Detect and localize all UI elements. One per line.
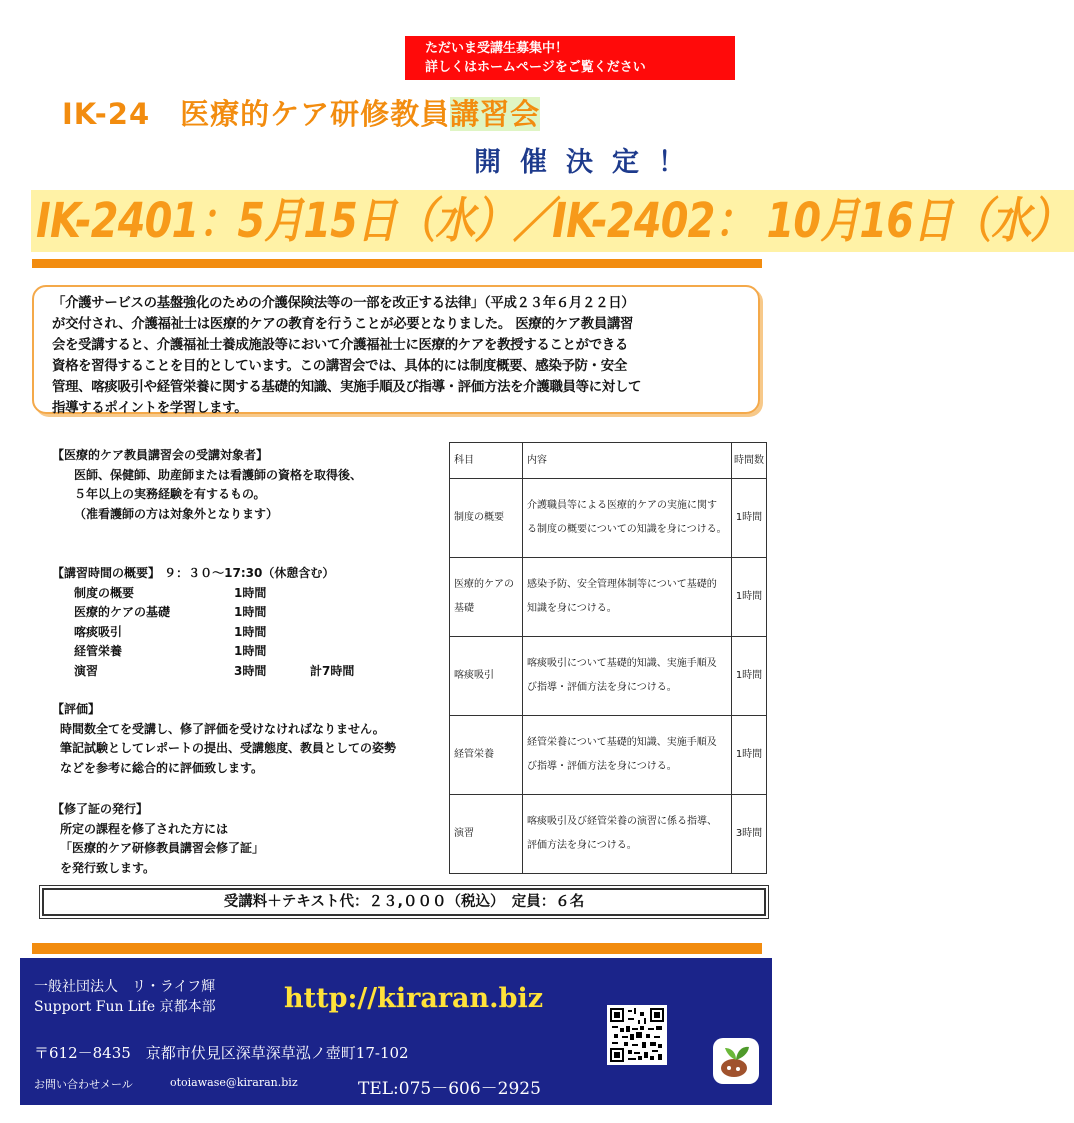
footer-mail-label: お問い合わせメール: [34, 1078, 133, 1091]
row-content: [523, 716, 732, 795]
row-hours: 1時間: [732, 716, 767, 795]
table-header-row: [450, 443, 767, 479]
table-row: [450, 716, 767, 795]
certificate-line: 所定の課程を修了された方には: [60, 821, 229, 836]
target-line: ５年以上の実務経験を有するもの。: [74, 487, 266, 501]
target-line: 医師、保健師、助産師または看護師の資格を取得後、: [74, 467, 363, 482]
header-hours: 時間数: [732, 443, 767, 479]
intro-line: 管理、喀痰吸引や経管栄養に関する基礎的知識、実施手順及び指導・評価方法を介護職員等に対して: [52, 380, 642, 395]
content-line: 感染予防、安全管理体制等について基礎的: [527, 579, 717, 590]
footer-tel: TEL:075－606－2925: [358, 1079, 541, 1099]
target-section: [52, 446, 362, 524]
certificate-line: 「医療的ケア研修教員講習会修了証」: [60, 841, 265, 855]
top-divider: [32, 259, 762, 268]
schedule-item-name: 医療的ケアの基礎: [74, 605, 171, 619]
certificate-section: [52, 800, 264, 878]
subject-text: 基礎: [454, 603, 474, 614]
schedule-section: [52, 564, 354, 681]
intro-line: 会を受講すると、介護福祉士養成施設等において介護福祉士に医療的ケアを教授することができる: [52, 338, 628, 353]
content-line: る制度の概要についての知識を身につける。: [527, 524, 727, 535]
content-line: び指導・評価方法を身につける。: [527, 761, 677, 772]
evaluation-heading: 【評価】: [52, 702, 101, 716]
row-hours: 1時間: [732, 479, 767, 558]
schedule-heading: 【講習時間の概要】 ９：３０～17:30（休憩含む）: [52, 566, 335, 580]
subject-text: 制度の概要: [454, 512, 504, 523]
footer: [20, 958, 772, 1105]
schedule-item-note: 計7時間: [310, 663, 355, 678]
footer-address: 〒612－8435 京都市伏見区深草深草泓ノ壺町17-102: [34, 1044, 409, 1062]
row-subject: [450, 637, 523, 716]
announcement: 開催決定！: [474, 147, 704, 178]
row-subject: [450, 479, 523, 558]
content-line: 知識を身につける。: [527, 603, 617, 614]
row-subject: [450, 716, 523, 795]
content-line: 経管栄養について基礎的知識、実施手順及: [527, 737, 717, 748]
title-highlight: 講習会: [450, 97, 541, 131]
qr-code-icon[interactable]: [607, 1005, 667, 1065]
intro-line: 指導するポイントを学習します。: [52, 401, 248, 416]
schedule-item-name: 制度の概要: [74, 585, 135, 600]
content-line: 喀痰吸引及び経管栄養の演習に係る指導、: [527, 816, 717, 827]
row-content: [523, 795, 732, 874]
evaluation-line: などを参考に総合的に評価致します。: [60, 760, 264, 775]
row-hours: 3時間: [732, 795, 767, 874]
page-title: [62, 92, 540, 133]
schedule-item-hours: 1時間: [234, 624, 267, 639]
table-row: [450, 795, 767, 874]
subject-text: 喀痰吸引: [454, 670, 494, 681]
evaluation-line: 時間数全てを受講し、修了評価を受けなければなりません。: [60, 721, 385, 736]
header-content: 内容: [523, 443, 732, 479]
evaluation-line: 筆記試験としてレポートの提出、受講態度、教員としての姿勢: [60, 741, 397, 755]
certificate-heading: 【修了証の発行】: [52, 802, 149, 816]
schedule-item-name: 演習: [74, 663, 99, 678]
evaluation-section: [52, 700, 396, 778]
table-row: [450, 637, 767, 716]
intro-line: 資格を習得することを目的としています。この講習会では、具体的には制度概要、感染予防・安全: [52, 359, 627, 374]
row-content: [523, 637, 732, 716]
row-subject: [450, 795, 523, 874]
schedule-item: [52, 603, 354, 623]
session-dates: IK-2401：5月15日（水）／IK-2402： 10月16日（水）: [31, 190, 1074, 252]
subject-text: 経管栄養: [454, 749, 494, 760]
content-line: 評価方法を身につける。: [527, 840, 637, 851]
banner-line-2: 詳しくはホームページをご覧ください: [425, 60, 646, 75]
content-line: 喀痰吸引について基礎的知識、実施手順及: [527, 658, 717, 669]
fee-box: 受講料＋テキスト代：２３,０００（税込） 定員：６名: [42, 888, 766, 916]
content-line: び指導・評価方法を身につける。: [527, 682, 677, 693]
schedule-item: [52, 584, 354, 604]
subject-text: 演習: [454, 828, 474, 839]
org-logo-icon: [713, 1038, 759, 1084]
schedule-item: [52, 642, 354, 662]
recruiting-banner: [405, 36, 735, 80]
intro-line: が交付され、介護福祉士は医療的ケアの教育を行うことが必要となりました。 医療的ケア教員講習: [52, 317, 634, 332]
course-table: [449, 442, 767, 874]
schedule-item-hours: 3時間: [234, 663, 267, 678]
schedule-item: [52, 623, 354, 643]
website-link[interactable]: http://kiraran.biz: [284, 983, 544, 1014]
schedule-item-name: 経管栄養: [74, 644, 123, 658]
table-row: [450, 479, 767, 558]
footer-mail[interactable]: otoiawase@kiraran.biz: [170, 1076, 298, 1089]
title-prefix: IK-24 医療的ケア研修教員: [62, 97, 451, 131]
schedule-item-name: 喀痰吸引: [74, 624, 123, 639]
certificate-line: を発行致します。: [60, 860, 156, 875]
intro-line: 「介護サービスの基盤強化のための介護保険法等の一部を改正する法律」（平成２３年６月２２日）: [52, 296, 635, 311]
target-line: （准看護師の方は対象外となります）: [74, 506, 279, 521]
bottom-divider: [32, 943, 762, 954]
table-row: [450, 558, 767, 637]
content-line: 介護職員等による医療的ケアの実施に関す: [527, 500, 717, 511]
row-subject: [450, 558, 523, 637]
subject-text: 医療的ケアの: [454, 579, 514, 590]
banner-line-1: ただいま受講生募集中！: [425, 41, 569, 56]
target-heading: 【医療的ケア教員講習会の受講対象者】: [52, 448, 269, 462]
header-subject: 科目: [450, 443, 523, 479]
row-content: [523, 479, 732, 558]
footer-org-branch: Support Fun Life 京都本部: [34, 999, 216, 1015]
row-hours: 1時間: [732, 637, 767, 716]
intro-box: [32, 285, 760, 414]
footer-org-name: 一般社団法人 リ・ライフ輝: [34, 979, 216, 995]
schedule-item-hours: 1時間: [234, 605, 267, 619]
schedule-item-hours: 1時間: [234, 644, 267, 658]
schedule-item: [52, 662, 354, 682]
row-hours: 1時間: [732, 558, 767, 637]
row-content: [523, 558, 732, 637]
schedule-item-hours: 1時間: [234, 585, 267, 600]
